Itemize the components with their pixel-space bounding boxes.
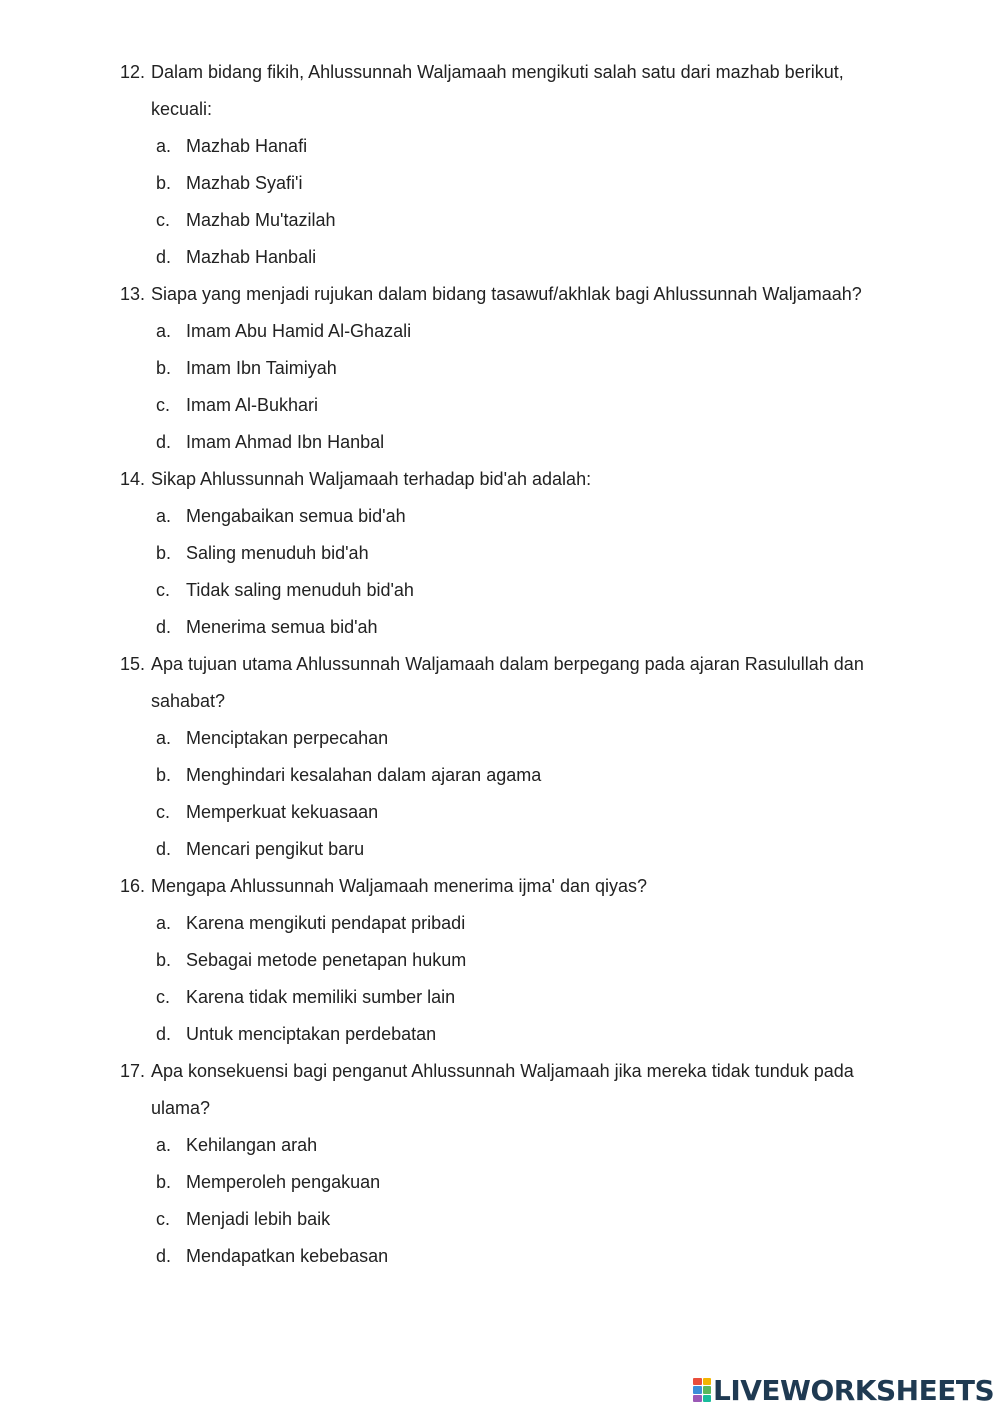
question-number: 15.	[120, 654, 146, 674]
option-letter: b.	[156, 1172, 172, 1192]
answer-option[interactable]	[120, 720, 900, 757]
question-text-line	[120, 276, 900, 313]
answer-option[interactable]	[120, 905, 900, 942]
option-letter: d.	[156, 617, 172, 637]
option-text: Karena tidak memiliki sumber lain	[186, 987, 456, 1007]
question-text: Apa tujuan utama Ahlussunnah Waljamaah dalam berpegang pada ajaran Rasulullah dan	[151, 654, 864, 674]
option-text: Menciptakan perpecahan	[186, 728, 389, 748]
answer-option[interactable]	[120, 942, 900, 979]
answer-option[interactable]	[120, 387, 900, 424]
option-text: Imam Al-Bukhari	[186, 395, 319, 415]
answer-option[interactable]	[120, 128, 900, 165]
question-number: 12.	[120, 62, 146, 82]
option-letter: b.	[156, 765, 172, 785]
option-text: Sebagai metode penetapan hukum	[186, 950, 467, 970]
liveworksheets-icon	[693, 1378, 711, 1402]
option-text: Untuk menciptakan perdebatan	[186, 1024, 437, 1044]
question-number: 16.	[120, 876, 146, 896]
option-text: Saling menuduh bid'ah	[186, 543, 369, 563]
logo-block	[703, 1386, 712, 1393]
option-letter: c.	[156, 802, 171, 822]
option-text: Menjadi lebih baik	[186, 1209, 331, 1229]
option-letter: a.	[156, 136, 172, 156]
option-letter: c.	[156, 580, 171, 600]
answer-option[interactable]	[120, 609, 900, 646]
option-letter: d.	[156, 432, 172, 452]
answer-option[interactable]	[120, 757, 900, 794]
logo-block	[693, 1378, 702, 1385]
question-text: Sikap Ahlussunnah Waljamaah terhadap bid'ah adalah:	[151, 469, 592, 489]
question-16	[120, 868, 900, 1053]
option-letter: b.	[156, 950, 172, 970]
question-13	[120, 276, 900, 461]
answer-option[interactable]	[120, 1164, 900, 1201]
option-letter: a.	[156, 728, 172, 748]
option-letter: a.	[156, 913, 172, 933]
question-text-line	[120, 683, 900, 720]
option-text: Memperoleh pengakuan	[186, 1172, 381, 1192]
option-letter: d.	[156, 247, 172, 267]
logo-block	[693, 1386, 702, 1393]
question-text-line	[120, 1090, 900, 1127]
option-text: Tidak saling menuduh bid'ah	[186, 580, 414, 600]
option-text: Mazhab Hanbali	[186, 247, 317, 267]
question-text: ulama?	[151, 1098, 211, 1118]
answer-option[interactable]	[120, 498, 900, 535]
option-text: Mazhab Syafi'i	[186, 173, 303, 193]
option-text: Mazhab Hanafi	[186, 136, 308, 156]
option-letter: c.	[156, 987, 171, 1007]
question-text-line	[120, 646, 900, 683]
question-number: 13.	[120, 284, 146, 304]
answer-option[interactable]	[120, 202, 900, 239]
option-text: Mazhab Mu'tazilah	[186, 210, 336, 230]
answer-option[interactable]	[120, 794, 900, 831]
option-letter: a.	[156, 506, 172, 526]
option-text: Mengabaikan semua bid'ah	[186, 506, 406, 526]
answer-option[interactable]	[120, 979, 900, 1016]
question-12	[120, 54, 900, 276]
logo-block	[693, 1395, 702, 1402]
option-text: Karena mengikuti pendapat pribadi	[186, 913, 466, 933]
option-text: Imam Ibn Taimiyah	[186, 358, 337, 378]
option-letter: c.	[156, 395, 171, 415]
answer-option[interactable]	[120, 1127, 900, 1164]
option-text: Mencari pengikut baru	[186, 839, 365, 859]
question-number: 17.	[120, 1061, 146, 1081]
question-text-line	[120, 91, 900, 128]
option-text: Imam Abu Hamid Al-Ghazali	[186, 321, 412, 341]
option-letter: d.	[156, 1024, 172, 1044]
option-letter: b.	[156, 543, 172, 563]
option-letter: a.	[156, 321, 172, 341]
option-text: Imam Ahmad Ibn Hanbal	[186, 432, 385, 452]
option-text: Mendapatkan kebebasan	[186, 1246, 389, 1266]
answer-option[interactable]	[120, 424, 900, 461]
liveworksheets-logo	[693, 1372, 994, 1408]
question-text: Mengapa Ahlussunnah Waljamaah menerima ijma' dan qiyas?	[151, 876, 648, 896]
answer-option[interactable]	[120, 350, 900, 387]
option-letter: d.	[156, 1246, 172, 1266]
option-text: Kehilangan arah	[186, 1135, 318, 1155]
answer-option[interactable]	[120, 1201, 900, 1238]
question-text: sahabat?	[151, 691, 226, 711]
option-text: Menghindari kesalahan dalam ajaran agama	[186, 765, 542, 785]
answer-option[interactable]	[120, 165, 900, 202]
answer-option[interactable]	[120, 239, 900, 276]
option-text: Menerima semua bid'ah	[186, 617, 378, 637]
option-letter: a.	[156, 1135, 172, 1155]
question-text: Siapa yang menjadi rujukan dalam bidang tasawuf/akhlak bagi Ahlussunnah Waljamaah?	[151, 284, 862, 304]
question-text-line	[120, 868, 900, 905]
question-14	[120, 461, 900, 646]
answer-option[interactable]	[120, 572, 900, 609]
question-text-line	[120, 461, 900, 498]
option-letter: b.	[156, 358, 172, 378]
logo-block	[703, 1395, 712, 1402]
question-text-line	[120, 1053, 900, 1090]
question-text: kecuali:	[151, 99, 213, 119]
option-letter: c.	[156, 210, 171, 230]
answer-option[interactable]	[120, 831, 900, 868]
question-text-line	[120, 54, 900, 91]
answer-option[interactable]	[120, 1238, 900, 1275]
logo-block	[703, 1378, 712, 1385]
answer-option[interactable]	[120, 535, 900, 572]
logo-wordmark: LIVEWORKSHEETS	[713, 1373, 995, 1407]
option-letter: b.	[156, 173, 172, 193]
answer-option[interactable]	[120, 313, 900, 350]
option-text: Memperkuat kekuasaan	[186, 802, 379, 822]
question-text: Dalam bidang fikih, Ahlussunnah Waljamaah mengikuti salah satu dari mazhab berikut,	[151, 62, 844, 82]
question-17	[120, 1053, 900, 1275]
question-text: Apa konsekuensi bagi penganut Ahlussunnah Waljamaah jika mereka tidak tunduk pada	[151, 1061, 854, 1081]
option-letter: d.	[156, 839, 172, 859]
option-letter: c.	[156, 1209, 171, 1229]
question-15	[120, 646, 900, 868]
answer-option[interactable]	[120, 1016, 900, 1053]
question-number: 14.	[120, 469, 146, 489]
